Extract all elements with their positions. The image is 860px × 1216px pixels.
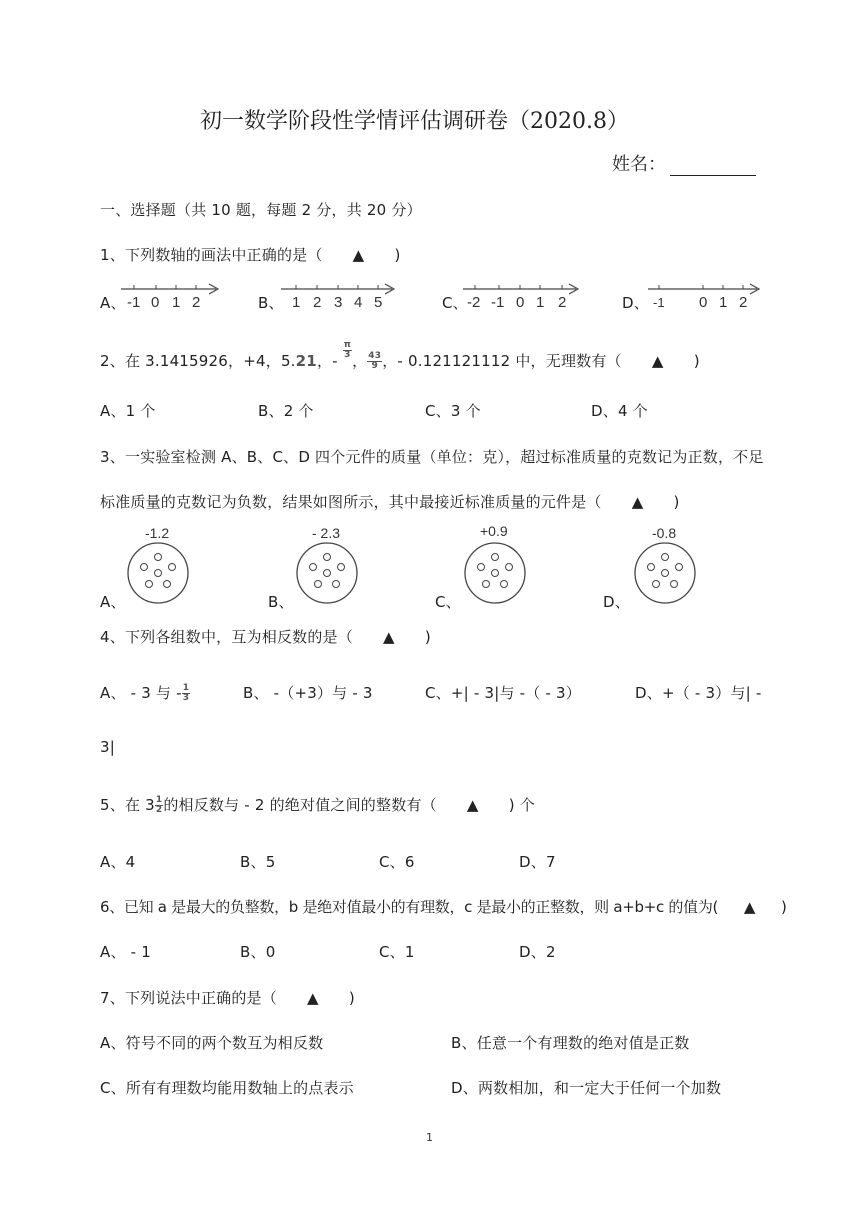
q4-option-c: C、+| - 3|与 -（ - 3） [425,684,581,702]
q4-close: ) [424,628,431,646]
q5-option-b: B、5 [240,853,276,871]
q3-option-d-label: D、 [603,593,630,611]
tick-label: -2 [467,294,481,310]
frac-num: 1 [182,683,190,693]
q6-stem: 6、已知 a 是最大的负整数，b 是绝对值最小的有理数，c 是最小的正整数，则 a+b+c 的值为( [100,898,719,916]
q4-option-a [100,682,190,703]
q7-option-a: A、符号不同的两个数互为相反数 [100,1034,324,1052]
q2-stem-a: 2、在 3.1415926，+4，5. [100,352,296,370]
section-header: 一、选择题（共 10 题，每题 2 分，共 20 分） [100,201,422,219]
frac-den: 3 [182,693,190,703]
tick-label: -1 [491,294,505,310]
fraction-43-over-9 [367,352,382,371]
name-label: 姓名： [612,154,666,175]
mass-deviation-label: -1.2 [145,525,170,541]
answer-triangle: ▲ [307,989,319,1007]
tick-label: 1 [536,294,545,310]
tick-label: 1 [719,294,728,310]
q1-option-b-label: B、 [258,294,284,312]
q4-option-b: B、 -（+3）与 - 3 [243,684,373,702]
mass-deviation-label: -0.8 [652,525,677,541]
page-title: 初一数学阶段性学情评估调研卷（2020.8） [200,109,629,134]
answer-triangle: ▲ [466,796,479,814]
q4-option-a-text: A、 - 3 与 - [100,684,182,702]
tick-label: 0 [151,294,160,310]
q5-option-a: A、4 [100,853,136,871]
tick-label: 1 [172,294,181,310]
question-3-line-2 [100,491,680,512]
q6-option-b: B、0 [240,943,276,961]
tick-label: 3 [334,294,343,310]
q2-stem-b: ，- 0.121121112 中，无理数有（ [382,352,622,370]
component-d-diagram [630,522,702,606]
component-a-diagram [125,522,195,606]
q7-close: ) [348,989,355,1007]
q7-stem: 7、下列说法中正确的是（ [100,989,277,1007]
q1-option-a-label: A、 [100,294,126,312]
question-3-line-1: 3、一实验室检测 A、B、C、D 四个元件的质量（单位：克），超过标准质量的克数记为正数，不足 [100,448,764,466]
question-5 [100,794,535,815]
fraction-1-over-3 [182,684,190,703]
question-4 [100,626,431,647]
q2-option-d: D、4 个 [591,402,648,420]
q3-option-a-label: A、 [100,593,126,611]
fraction-pi-over-3 [343,341,352,360]
tick-label: 2 [313,294,322,310]
name-field[interactable] [612,150,756,176]
q7-option-d: D、两数相加，和一定大于任何一个加数 [451,1079,722,1097]
q2-option-a: A、1 个 [100,402,156,420]
tick-label: -1 [653,295,665,310]
q4-option-d-continued: 3| [100,738,115,756]
q6-option-a: A、 - 1 [100,943,151,961]
frac-den: 3 [344,350,351,360]
q1-number-line-b [278,280,400,310]
q6-option-d: D、2 [519,943,556,961]
frac-num: 1 [155,795,163,805]
q2-sep2: ， [352,352,368,370]
mass-deviation-label: - 2.3 [312,525,341,541]
q3-option-b-label: B、 [268,593,294,611]
q6-close: ) [781,898,787,916]
q2-option-c: C、3 个 [425,402,481,420]
q1-option-c-label: C、 [442,294,468,312]
frac-den: 9 [371,361,378,371]
q5-close: ) 个 [508,796,535,814]
q5-option-d: D、7 [519,853,556,871]
tick-label: 2 [558,294,567,310]
q2-option-b: B、2 个 [258,402,314,420]
q7-option-b: B、任意一个有理数的绝对值是正数 [451,1034,690,1052]
answer-triangle: ▲ [743,898,756,916]
name-blank[interactable] [670,157,756,176]
frac-den: 2 [155,805,163,815]
question-2 [100,340,700,371]
q7-option-c: C、所有有理数均能用数轴上的点表示 [100,1079,354,1097]
q2-sep1: ，- [316,352,338,370]
q2-close: ) [693,352,700,370]
q1-number-line-a [118,280,223,310]
q3-stem: 标准质量的克数记为负数，结果如图所示，其中最接近标准质量的元件是（ [100,493,602,511]
tick-label: -1 [127,294,141,310]
answer-triangle: ▲ [631,493,644,511]
q4-option-d: D、+（ - 3）与| - [635,684,762,702]
tick-label: 4 [354,294,363,310]
q3-option-c-label: C、 [435,593,461,611]
q5-option-c: C、6 [379,853,415,871]
component-c-diagram [460,522,532,606]
frac-num: 43 [368,351,382,361]
tick-label: 0 [699,294,708,310]
answer-triangle: ▲ [352,246,365,264]
question-6 [100,896,787,917]
q1-stem: 1、下列数轴的画法中正确的是（ [100,246,323,264]
q4-stem: 4、下列各组数中，互为相反数的是（ [100,628,353,646]
tick-label: 1 [292,294,301,310]
q6-option-c: C、1 [379,943,415,961]
answer-triangle: ▲ [383,628,395,646]
q5-stem-b: 的相反数与 - 2 的绝对值之间的整数有（ [163,796,437,814]
question-1 [100,244,401,265]
q5-stem-a: 5、在 3 [100,796,155,814]
tick-label: 2 [192,294,201,310]
tick-label: 5 [374,294,383,310]
frac-num: π [343,340,352,350]
repeating-decimal: 21 [295,352,317,370]
q1-number-line-d [645,280,765,310]
component-b-diagram [292,522,364,606]
tick-label: 0 [516,294,525,310]
q1-number-line-c [460,280,585,310]
answer-triangle: ▲ [651,352,664,370]
mass-deviation-label: +0.9 [480,523,508,539]
question-7 [100,987,355,1008]
q3-close: ) [673,493,680,511]
page-number: 1 [426,1131,433,1144]
q1-close: ) [394,246,401,264]
tick-label: 2 [739,294,748,310]
q1-option-d-label: D、 [622,294,649,312]
